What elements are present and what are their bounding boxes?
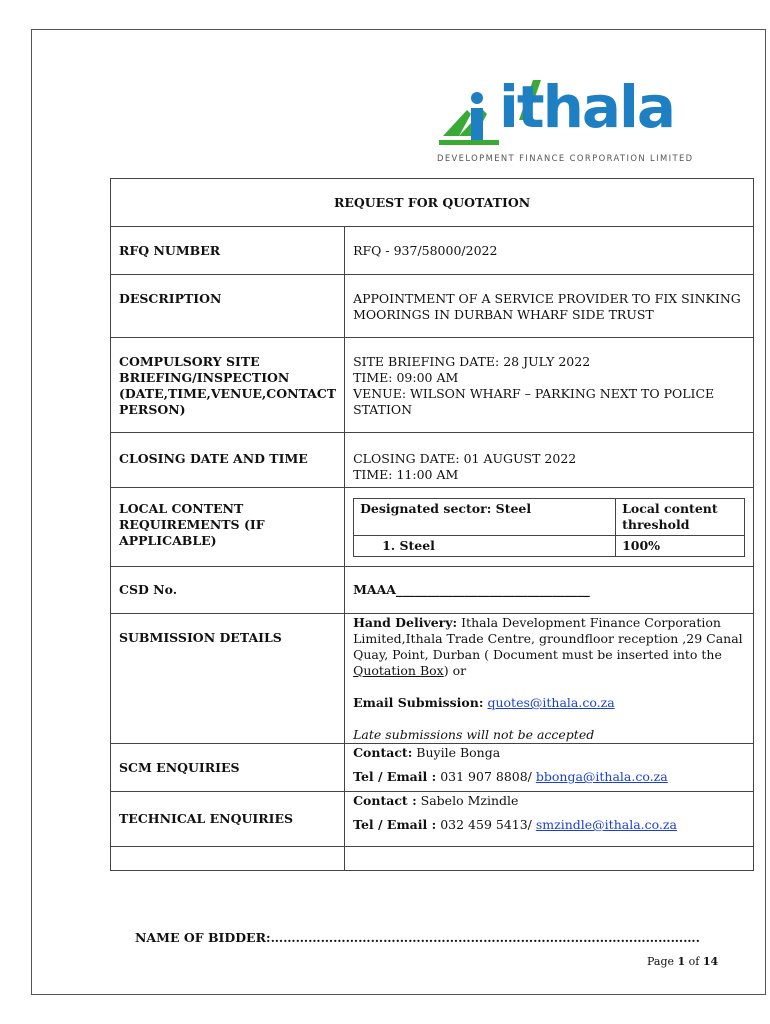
technical-tel: 032 459 5413/ <box>436 817 536 832</box>
scm-email-link[interactable]: bbonga@ithala.co.za <box>535 769 668 784</box>
technical-value <box>345 792 754 847</box>
local-content-label-line: LOCAL CONTENT <box>119 501 244 516</box>
briefing-label-line: COMPULSORY SITE <box>119 354 260 369</box>
hand-delivery-line <box>353 615 745 631</box>
sector-item: 1. Steel <box>354 536 616 557</box>
rfq-number-value: RFQ - 937/58000/2022 <box>345 227 754 275</box>
scm-value <box>345 744 754 792</box>
description-value <box>345 275 754 338</box>
logo-wordmark: ithala <box>499 73 675 141</box>
threshold-header-line: threshold <box>622 517 690 532</box>
table-title-cell <box>111 179 754 227</box>
page-number <box>647 955 718 968</box>
scm-tel-line <box>353 769 745 785</box>
briefing-time: TIME: 09:00 AM <box>353 370 459 385</box>
briefing-date: SITE BRIEFING DATE: 28 JULY 2022 <box>353 354 591 369</box>
technical-tel-line <box>353 817 745 833</box>
closing-value <box>345 433 754 488</box>
scm-tel: 031 907 8808/ <box>436 769 536 784</box>
hand-delivery-tail: ) or <box>443 663 467 678</box>
closing-label: CLOSING DATE AND TIME <box>111 433 345 488</box>
local-content-table <box>353 498 745 557</box>
csd-label: CSD No. <box>111 567 345 614</box>
quotes-email-link[interactable]: quotes@ithala.co.za <box>487 695 615 710</box>
quotation-box-text: Quotation Box <box>353 663 444 678</box>
threshold-header-line: Local content <box>622 501 718 516</box>
scm-label: SCM ENQUIRIES <box>111 744 345 792</box>
hand-delivery-text: Ithala Development Finance Corporation <box>457 615 721 630</box>
logo-subtitle: DEVELOPMENT FINANCE CORPORATION LIMITED <box>437 153 694 163</box>
name-of-bidder: NAME OF BIDDER:…………………………………………………………………………………………. <box>135 930 700 945</box>
closing-time: TIME: 11:00 AM <box>353 467 459 482</box>
hand-delivery-line: Limited,Ithala Trade Centre, groundfloor reception ,29 Canal <box>353 631 743 646</box>
technical-contact-label: Contact : <box>353 793 417 808</box>
scm-tel-label: Tel / Email : <box>353 769 437 784</box>
hand-delivery-label: Hand Delivery: <box>353 615 458 630</box>
local-content-value <box>345 488 754 567</box>
table-title: REQUEST FOR QUOTATION <box>333 194 531 210</box>
hand-delivery-line <box>353 663 745 679</box>
scm-contact-label: Contact: <box>353 745 413 760</box>
page-total: 14 <box>702 955 719 968</box>
threshold-header <box>616 499 745 536</box>
technical-label: TECHNICAL ENQUIRIES <box>111 792 345 847</box>
technical-contact-line <box>353 793 745 809</box>
briefing-venue-cont: STATION <box>353 402 413 417</box>
page-of: of <box>685 955 703 968</box>
scm-contact-name: Buyile Bonga <box>412 745 501 760</box>
csd-value: MAAA_______________________________ <box>345 567 754 614</box>
ithala-logo <box>437 73 712 168</box>
briefing-label-line: (DATE,TIME,VENUE,CONTACT <box>119 386 337 401</box>
description-line: APPOINTMENT OF A SERVICE PROVIDER TO FIX SINKING <box>353 291 741 306</box>
technical-email-link[interactable]: smzindle@ithala.co.za <box>535 817 677 832</box>
sector-header: Designated sector: Steel <box>354 499 616 536</box>
closing-date: CLOSING DATE: 01 AUGUST 2022 <box>353 451 577 466</box>
local-content-label-line: APPLICABLE) <box>119 533 217 548</box>
briefing-label-line: BRIEFING/INSPECTION <box>119 370 290 385</box>
briefing-value <box>345 338 754 433</box>
threshold-value: 100% <box>616 536 745 557</box>
description-label: DESCRIPTION <box>111 275 345 338</box>
rfq-table <box>110 178 754 871</box>
email-submission-label: Email Submission: <box>353 695 484 710</box>
submission-value <box>345 614 754 744</box>
rfq-number-label: RFQ NUMBER <box>111 227 345 275</box>
hand-delivery-line: Quay, Point, Durban ( Document must be inserted into the <box>353 647 722 662</box>
description-line: MOORINGS IN DURBAN WHARF SIDE TRUST <box>353 307 654 322</box>
late-submission-note: Late submissions will not be accepted <box>353 727 595 742</box>
briefing-label-line: PERSON) <box>119 402 186 417</box>
briefing-label <box>111 338 345 433</box>
scm-contact-line <box>353 745 745 761</box>
technical-contact-name: Sabelo Mzindle <box>416 793 519 808</box>
email-submission-line <box>353 695 745 711</box>
submission-label: SUBMISSION DETAILS <box>111 614 345 744</box>
local-content-label-line: REQUIREMENTS (IF <box>119 517 265 532</box>
briefing-venue: VENUE: WILSON WHARF – PARKING NEXT TO POLICE <box>353 386 715 401</box>
local-content-label <box>111 488 345 567</box>
page-prefix: Page <box>647 955 678 968</box>
empty-cell <box>345 847 754 871</box>
ithala-emblem-icon <box>437 80 507 152</box>
page-current: 1 <box>677 955 686 968</box>
technical-tel-label: Tel / Email : <box>353 817 437 832</box>
empty-cell <box>111 847 345 871</box>
